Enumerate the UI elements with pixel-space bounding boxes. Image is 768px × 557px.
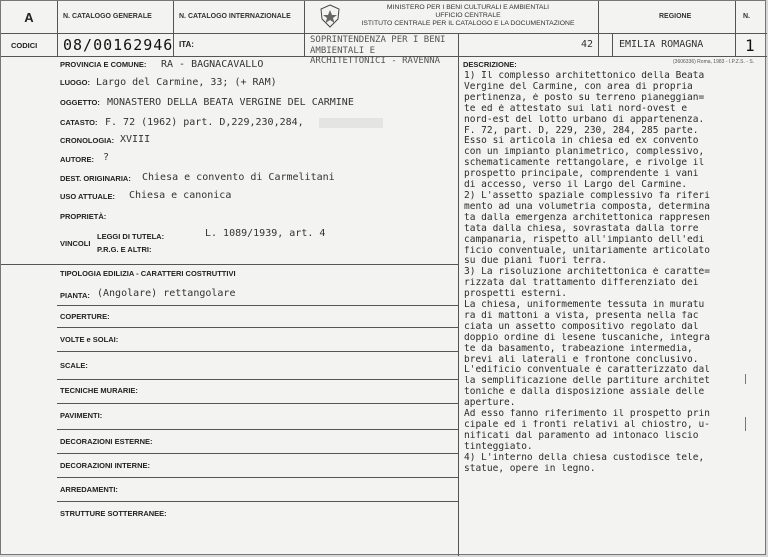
descrizione-line: nificati dal paramento ad intonaco liscio xyxy=(464,430,699,441)
proprieta-label: PROPRIETÀ: xyxy=(60,212,107,221)
descrizione-line: 3) La risoluzione architettonica è caratte= xyxy=(464,267,710,278)
descrizione-line: ta dalla emergenza architettonica rappresen xyxy=(464,212,710,223)
descrizione-line: tinteggiato. xyxy=(464,441,533,452)
descrizione-line: ra di mattoni a vista, presenta nella fac xyxy=(464,310,699,321)
pavimenti-label: PAVIMENTI: xyxy=(60,411,103,420)
dest-value: Chiesa e convento di Carmelitani xyxy=(142,172,335,183)
descrizione-line: 4) L'interno della chiesa custodisce tele, xyxy=(464,452,705,463)
dec-interne-label: DECORAZIONI INTERNE: xyxy=(60,461,150,470)
margin-mark xyxy=(745,374,746,384)
descrizione-line: mento ad una volumetria composta, determina xyxy=(464,201,710,212)
descrizione-line: nord-est del lotto urbano di appartenenza. xyxy=(464,114,705,125)
leggi-value: L. 1089/1939, art. 4 xyxy=(205,228,326,239)
regione-header: REGIONE xyxy=(659,13,692,20)
descrizione-line: La chiesa, uniformemente tessuta in muratu xyxy=(464,300,705,311)
descrizione-line: pertinenza, è posto su terreno pianeggian= xyxy=(464,92,705,103)
oggetto-value: MONASTERO DELLA BEATA VERGINE DEL CARMINE xyxy=(107,97,354,108)
cronologia-label: CRONOLOGIA: xyxy=(60,136,115,145)
strutture-label: STRUTTURE SOTTERRANEE: xyxy=(60,509,167,518)
descrizione-line: Ad esso fanno riferimento il prospetto prin xyxy=(464,409,710,420)
luogo-label: LUOGO: xyxy=(60,78,90,87)
ministero-heading: MINISTERO PER I BENI CULTURALI E AMBIENTALI UFFICIO CENTRALE ISTITUTO CENTRALE PER IL CATALOGO E LA DOCUMENTAZIONE xyxy=(361,4,575,27)
pianta-value: (Angolare) rettangolare xyxy=(97,288,236,299)
descrizione-line: rizzata dal trattamento differenziato dei xyxy=(464,278,699,289)
descrizione-line: aperture. xyxy=(464,398,516,409)
descrizione-line: Esso si articola in chiesa ed ex convento xyxy=(464,136,699,147)
descrizione-line: con un impianto planimetrico, complessivo, xyxy=(464,147,705,158)
cat-internazionale-header: N. CATALOGO INTERNAZIONALE xyxy=(179,13,291,20)
luogo-value: Largo del Carmine, 33; (+ RAM) xyxy=(96,77,277,88)
descrizione-line: la semplificazione delle partiture architet xyxy=(464,376,710,387)
sheet-number: 1 xyxy=(745,36,755,55)
descrizione-line: prospetto principale, comprendente i vani xyxy=(464,169,699,180)
descrizione-line: te da basamento, trabeazione intermedia, xyxy=(464,343,693,354)
catasto-value: F. 72 (1962) part. D,229,230,284, xyxy=(105,117,304,128)
descrizione-line: ficio conventuale, unitariamente articolato xyxy=(464,245,710,256)
section-letter: A xyxy=(24,9,34,25)
descrizione-line: doppio ordine di lesene tuscaniche, integra xyxy=(464,332,710,343)
descrizione-line: L'edificio conventuale è caratterizzato dal xyxy=(464,365,710,376)
autore-label: AUTORE: xyxy=(60,155,95,164)
descrizione-line: toniche e dalla disposizione assiale delle xyxy=(464,387,705,398)
descrizione-line: tata dalla chiesa, sovrastata dalla torre xyxy=(464,223,699,234)
vincoli-label: VINCOLI xyxy=(60,239,91,248)
descrizione-line: 2) L'assetto spaziale complessivo fa riferi xyxy=(464,190,710,201)
coperture-label: COPERTURE: xyxy=(60,312,110,321)
soprintendenza-value: SOPRINTENDENZA PER I BENI AMBIENTALI E ARCHITETTONICI - RAVENNA xyxy=(310,35,446,66)
uso-label: USO ATTUALE: xyxy=(60,192,115,201)
descrizione-line: F. 72, part. D, 229, 230, 284, 285 parte. xyxy=(464,125,699,136)
ita-label: ITA: xyxy=(179,40,194,49)
print-code: (3606336) Roma, 1983 - I.P.Z.S. - S. xyxy=(673,59,755,65)
descrizione-label: DESCRIZIONE: xyxy=(463,60,517,69)
pianta-label: PIANTA: xyxy=(60,291,90,300)
descrizione-line: ciata un assetto compositivo regolato dal xyxy=(464,321,699,332)
provincia-label: PROVINCIA E COMUNE: xyxy=(60,60,147,69)
cat-generale-header: N. CATALOGO GENERALE xyxy=(63,13,152,20)
regione-value: EMILIA ROMAGNA xyxy=(619,39,704,50)
volte-label: VOLTE e SOLAI: xyxy=(60,335,119,344)
dest-label: DEST. ORIGINARIA: xyxy=(60,174,131,183)
uso-value: Chiesa e canonica xyxy=(129,190,232,201)
n-header: N. xyxy=(743,13,750,20)
oggetto-label: OGGETTO: xyxy=(60,98,100,107)
catasto-label: CATASTO: xyxy=(60,118,98,127)
descrizione-line: te ed è attestato sui lati nord-ovest e xyxy=(464,103,688,114)
descrizione-line: 1) Il complesso architettonico della Beata xyxy=(464,71,705,81)
descrizione-line: schematicamente rettangolare, e rivolge il xyxy=(464,158,705,169)
regione-code: 42 xyxy=(581,39,594,50)
descrizione-line: Vergine del Carmine, con area di propria xyxy=(464,81,693,92)
redaction-smudge xyxy=(319,118,383,128)
catalog-number: 08/00162946 xyxy=(63,36,174,54)
descrizione-line: di accesso, verso il Largo del Carmine. xyxy=(464,180,688,191)
descrizione-line: cipale ed i fronti relativi al chiostro, u- xyxy=(464,420,710,430)
leggi-label: LEGGI DI TUTELA: xyxy=(97,232,165,241)
dec-esterne-label: DECORAZIONI ESTERNE: xyxy=(60,437,153,446)
descrizione-text xyxy=(464,71,762,475)
prg-label: P.R.G. E ALTRI: xyxy=(97,245,152,254)
margin-mark xyxy=(745,417,746,431)
descrizione-line: prospetti esterni. xyxy=(464,289,567,300)
cronologia-value: XVIII xyxy=(120,134,151,145)
descrizione-line: campanaria, rispetto all'impianto dell'edi xyxy=(464,234,705,245)
tipologia-label: TIPOLOGIA EDILIZIA - CARATTERI COSTRUTTIVI xyxy=(60,269,236,278)
scale-label: SCALE: xyxy=(60,361,88,370)
emblem-icon xyxy=(319,4,341,28)
codici-label: CODICI xyxy=(11,41,38,50)
descrizione-line: statue, opere in legno. xyxy=(464,463,596,474)
provincia-value: RA - BAGNACAVALLO xyxy=(161,59,264,70)
autore-value: ? xyxy=(103,152,110,163)
arredamenti-label: ARREDAMENTI: xyxy=(60,485,118,494)
descrizione-line: brevi ali laterali e frontone conclusivo. xyxy=(464,354,699,365)
descrizione-line: su due piani fuori terra. xyxy=(464,256,607,267)
tecniche-label: TECNICHE MURARIE: xyxy=(60,386,138,395)
